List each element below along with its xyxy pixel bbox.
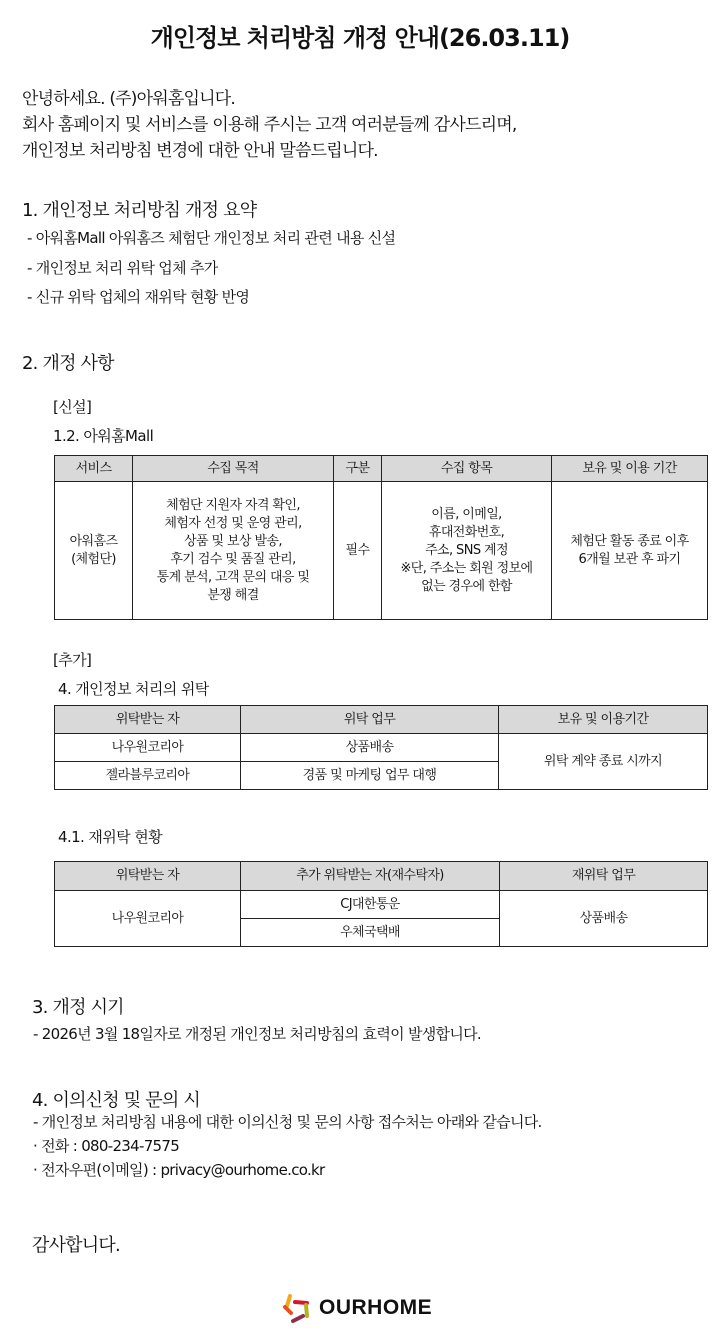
cell-retention: 체험단 활동 종료 이후 6개월 보관 후 파기	[552, 482, 708, 620]
col-header-type: 구분	[334, 456, 382, 482]
col-header-items: 수집 항목	[382, 456, 552, 482]
col-header-trustee: 위탁받는 자	[55, 706, 241, 734]
table-row	[55, 734, 708, 762]
cell-service: 아워홈즈 (체험단)	[55, 482, 133, 620]
new-collection-table	[54, 455, 708, 620]
cell-subtrustee: CJ대한통운	[241, 891, 500, 919]
col-header-trustee: 위탁받는 자	[55, 862, 241, 891]
ourhome-wordmark: OURHOME	[319, 1296, 433, 1319]
section3-text: - 2026년 3월 18일자로 개정된 개인정보 처리방침의 효력이 발생합니다.	[33, 1025, 481, 1043]
consignment-table	[54, 705, 708, 790]
cell-task: 경품 및 마케팅 업무 대행	[241, 762, 499, 790]
section1-heading: 1. 개인정보 처리방침 개정 요약	[22, 200, 257, 221]
section2-heading: 2. 개정 사항	[22, 353, 114, 374]
reconsign-subtitle: 4.1. 재위탁 현황	[58, 828, 163, 846]
cell-task: 상품배송	[241, 734, 499, 762]
page-title: 개인정보 처리방침 개정 안내(26.03.11)	[150, 24, 570, 52]
cell-retask: 상품배송	[500, 891, 708, 947]
section4-text: - 개인정보 처리방침 내용에 대한 이의신청 및 문의 사항 접수처는 아래와 같습니다.	[33, 1113, 542, 1131]
col-header-retention: 보유 및 이용기간	[499, 706, 708, 734]
table-row	[55, 891, 708, 919]
summary-item: - 아워홈Mall 아워홈즈 체험단 개인정보 처리 관련 내용 신설	[27, 229, 396, 247]
reconsignment-table	[54, 861, 708, 947]
new-tag: [신설]	[53, 398, 92, 416]
cell-trustee: 젤라블루코리아	[55, 762, 241, 790]
col-header-retention: 보유 및 이용 기간	[552, 456, 708, 482]
added-subtitle: 4. 개인정보 처리의 위탁	[58, 680, 209, 698]
summary-item: - 개인정보 처리 위탁 업체 추가	[27, 259, 218, 277]
col-header-retask: 재위탁 업무	[500, 862, 708, 891]
closing-text: 감사합니다.	[32, 1235, 120, 1256]
greeting-line: 개인정보 처리방침 변경에 대한 안내 말씀드립니다.	[22, 141, 378, 161]
contact-email: · 전자우편(이메일) : privacy@ourhome.co.kr	[33, 1161, 325, 1179]
cell-purpose: 체험단 지원자 자격 확인, 체험자 선정 및 운영 관리, 상품 및 보상 발송, 후기 검수 및 품질 관리, 통계 분석, 고객 문의 대응 및 분쟁 해결	[133, 482, 334, 620]
col-header-service: 서비스	[55, 456, 133, 482]
contact-phone: · 전화 : 080-234-7575	[33, 1137, 180, 1155]
added-tag: [추가]	[53, 651, 92, 669]
ourhome-logo	[283, 1293, 432, 1323]
section3-heading: 3. 개정 시기	[32, 997, 124, 1018]
new-subtitle: 1.2. 아워홈Mall	[53, 427, 154, 445]
cell-retention: 위탁 계약 종료 시까지	[499, 734, 708, 790]
section4-heading: 4. 이의신청 및 문의 시	[32, 1090, 200, 1111]
ourhome-star-icon	[283, 1293, 313, 1323]
col-header-task: 위탁 업무	[241, 706, 499, 734]
greeting-line: 안녕하세요. (주)아워홈입니다.	[22, 89, 235, 109]
greeting-line: 회사 홈페이지 및 서비스를 이용해 주시는 고객 여러분들께 감사드리며,	[22, 115, 517, 135]
cell-trustee: 나우원코리아	[55, 891, 241, 947]
col-header-purpose: 수집 목적	[133, 456, 334, 482]
cell-subtrustee: 우체국택배	[241, 919, 500, 947]
cell-items: 이름, 이메일, 휴대전화번호, 주소, SNS 계정 ※단, 주소는 회원 정보에 없는 경우에 한함	[382, 482, 552, 620]
table-row	[55, 482, 708, 620]
summary-item: - 신규 위탁 업체의 재위탁 현황 반영	[27, 288, 250, 306]
col-header-subtrustee: 추가 위탁받는 자(재수탁자)	[241, 862, 500, 891]
cell-type: 필수	[334, 482, 382, 620]
cell-trustee: 나우원코리아	[55, 734, 241, 762]
